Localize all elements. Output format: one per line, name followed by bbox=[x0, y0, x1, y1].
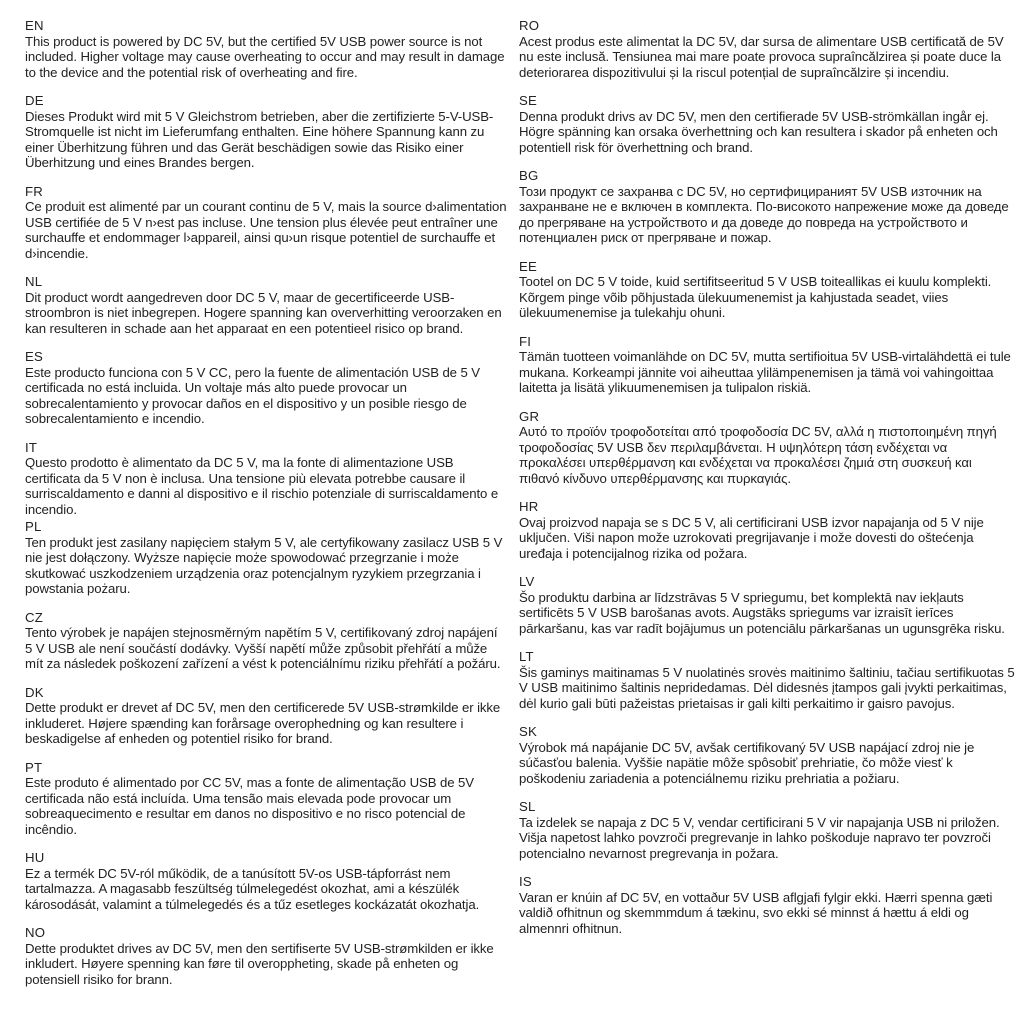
lang-text-is: Varan er knúin af DC 5V, en vottaður 5V USB aflgjafi fylgir ekki. Hærri spenna gæti valdið ofhitnun og skemmmdum á tækinu, svo ekki sé minnst á hættu á eldi og almennri ofhitnun. bbox=[519, 889, 993, 936]
lang-section-ro bbox=[519, 18, 1015, 80]
lang-text-hu: Ez a termék DC 5V-ról működik, de a tanúsított 5V-os USB-tápforrást nem tartalmazza. A magasabb feszültség túlmelegedést okozhat, ami a készülék károsodását, valamint a túlmelegedés és a tűz esetleges kockázatát okozhatja. bbox=[25, 865, 480, 912]
lang-text-ee: Tootel on DC 5 V toide, kuid sertifitseeritud 5 V USB toiteallikas ei kuulu komplekti. Kõrgem pinge võib põhjustada ülekuumenemist ja kahjustada seadet, viies ülekuumenemise ja tulekahju ohuni. bbox=[519, 274, 992, 320]
lang-section-se bbox=[519, 93, 1015, 155]
lang-text-it: Questo prodotto è alimentato da DC 5 V, ma la fonte di alimentazione USB certificata da 5 V non è inclusa. Una tensione più elevata potrebbe causare il surriscaldamento e danni al dispositivo e il rischio potenziale di surriscaldamento e incendio. bbox=[25, 455, 499, 517]
lang-text-dk: Dette produkt er drevet af DC 5V, men den certificerede 5V USB-strømkilde er ikke inkluderet. Højere spænding kan forårsage overophedning og kan resultere i beskadigelse af enheden og potentiel risiko for brand. bbox=[25, 700, 501, 746]
lang-code-hr: HR bbox=[519, 499, 539, 514]
lang-code-bg: BG bbox=[519, 168, 539, 183]
lang-text-sl: Ta izdelek se napaja z DC 5 V, vendar certificirani 5 V vir napajanja USB ni priložen. Višja napetost lahko povzroči pregrevanje in lahko poškoduje napravo ter povzroči potencialno nevarnost pregrevanja in požara. bbox=[519, 814, 1000, 861]
lang-text-pt: Este produto é alimentado por CC 5V, mas a fonte de alimentação USB de 5V certificada não está incluída. Uma tensão mais elevada pode provocar um sobreaquecimento e resultar em danos no dispositivo e no risco potencial de incêndio. bbox=[25, 775, 474, 837]
lang-code-en: EN bbox=[25, 18, 44, 33]
left-column bbox=[25, 18, 507, 1000]
lang-text-se: Denna produkt drivs av DC 5V, men den certifierade 5V USB-strömkällan ingår ej. Högre spänning kan orsaka överhettning och kan resultera i skador på enheten och potentiell risk för överhettning och brand. bbox=[519, 108, 998, 155]
lang-text-pl: Ten produkt jest zasilany napięciem stałym 5 V, ale certyfikowany zasilacz USB 5 V nie jest dołączony. Wyższe napięcie może spowodować przegrzanie i może skutkować uszkodzeniem urządzenia oraz potencjalnym ryzykiem przegrzania i powstania pożaru. bbox=[25, 534, 503, 596]
lang-text-es: Este producto funciona con 5 V CC, pero la fuente de alimentación USB de 5 V certificada no está incluida. Un voltaje más alto puede provocar un sobrecalentamiento y provocar daños en el dispositivo y un posible riesgo de sobrecalentamiento e incendio. bbox=[25, 364, 480, 426]
lang-section-fr bbox=[25, 184, 507, 262]
lang-section-pl bbox=[25, 519, 507, 597]
lang-section-lt bbox=[519, 649, 1015, 711]
lang-code-pt: PT bbox=[25, 759, 43, 775]
lang-code-fr: FR bbox=[25, 183, 43, 199]
lang-section-en bbox=[25, 18, 507, 80]
lang-code-sl: SL bbox=[519, 799, 536, 814]
lang-text-fi: Tämän tuotteen voimanlähde on DC 5V, mutta sertifioitua 5V USB-virtalähdettä ei tule mukana. Korkeampi jännite voi aiheuttaa ylilämpenemisen ja tämä voi vahingoittaa laitetta ja lisätä ylikuumenemisen ja tulipalon riskiä. bbox=[519, 349, 1011, 395]
lang-text-cz: Tento výrobek je napájen stejnosměrným napětím 5 V, certifikovaný zdroj napájení 5 V USB ale není součástí dodávky. Vyšší napětí může způsobit přehřátí a může mít za následek poškození zařízení a vést k potenciálnímu riziku přehřátí a požáru. bbox=[25, 625, 501, 671]
lang-section-bg bbox=[519, 168, 1015, 246]
lang-section-cz bbox=[25, 610, 507, 672]
lang-code-es: ES bbox=[25, 349, 43, 364]
lang-text-lv: Šo produktu darbina ar līdzstrāvas 5 V spriegumu, bet komplektā nav iekļauts sertificēts 5 V USB barošanas avots. Augstāks spriegums var izraisīt ierīces pārkaršanu, kas var radīt bojājumus un potenciālu pārkaršanas un ugunsgrēka risku. bbox=[519, 589, 1005, 636]
lang-section-fi bbox=[519, 334, 1015, 396]
lang-code-sk: SK bbox=[519, 724, 537, 739]
lang-code-no: NO bbox=[25, 925, 46, 940]
lang-section-gr bbox=[519, 409, 1015, 487]
lang-code-lt: LT bbox=[519, 649, 534, 664]
lang-code-dk: DK bbox=[25, 684, 44, 700]
lang-text-gr: Αυτό το προϊόν τροφοδοτείται από τροφοδοσία DC 5V, αλλά η πιστοποιημένη πηγή τροφοδοσίας 5V USB δεν περιλαμβάνεται. Η υψηλότερη τάση ενδέχεται να προκαλέσει υπερθέρμανση και ενδέχεται να προκαλέσει ζημιά στη συσκευή και πιθανό κίνδυνο υπερθέρμανσης και πυρκαγιάς. bbox=[519, 424, 997, 486]
lang-text-fr: Ce produit est alimenté par un courant continu de 5 V, mais la source d›alimentation USB certifiée de 5 V n›est pas incluse. Une tension plus élevée peut entraîner une surchauffe et endommager l›appareil, ainsi qu›un risque potentiel de surchauffe et d›incendie. bbox=[25, 199, 507, 261]
right-column bbox=[519, 18, 1015, 1000]
lang-section-nl bbox=[25, 274, 507, 336]
lang-section-is bbox=[519, 874, 1015, 936]
lang-text-nl: Dit product wordt aangedreven door DC 5 V, maar de gecertificeerde USB-stroombron is niet inbegrepen. Hogere spanning kan oververhitting veroorzaken en kan resulteren in schade aan het apparaat en een potentieel risico op brand. bbox=[25, 289, 502, 336]
lang-text-hr: Ovaj proizvod napaja se s DC 5 V, ali certificirani USB izvor napajanja od 5 V nije uključen. Viši napon može uzrokovati pregrijavanje i može dovesti do oštećenja uređaja i potencijalnog rizika od požara. bbox=[519, 514, 984, 561]
lang-code-nl: NL bbox=[25, 274, 43, 289]
lang-text-lt: Šis gaminys maitinamas 5 V nuolatinės srovės maitinimo šaltiniu, tačiau sertifikuotas 5 V USB maitinimo šaltinis nepridedamas. Dėl didesnės įtampos gali įvykti perkaitimas, dėl kurio gali būti pažeistas prietaisas ir gali kilti perkaitimo ir gaisro pavojus. bbox=[519, 664, 1015, 711]
lang-section-hr bbox=[519, 499, 1015, 561]
lang-text-no: Dette produktet drives av DC 5V, men den sertifiserte 5V USB-strømkilden er ikke inkludert. Høyere spenning kan føre til overoppheting, skade på enheten og potensiell risiko for brann. bbox=[25, 940, 494, 987]
lang-code-lv: LV bbox=[519, 574, 535, 589]
lang-code-ro: RO bbox=[519, 18, 540, 33]
lang-section-sk bbox=[519, 724, 1015, 786]
lang-code-it: IT bbox=[25, 439, 38, 455]
lang-code-gr: GR bbox=[519, 408, 540, 424]
lang-code-fi: FI bbox=[519, 333, 532, 349]
lang-section-it bbox=[25, 440, 507, 518]
lang-text-sk: Výrobok má napájanie DC 5V, avšak certifikovaný 5V USB napájací zdroj nie je súčasťou balenia. Vyššie napätie môže spôsobiť prehriatie, čo môže viesť k poškodeniu zariadenia a potenciálnemu riziku prehriatia a požiaru. bbox=[519, 739, 975, 786]
lang-code-de: DE bbox=[25, 93, 44, 108]
lang-section-de bbox=[25, 93, 507, 171]
lang-section-es bbox=[25, 349, 507, 427]
lang-code-ee: EE bbox=[519, 258, 537, 274]
lang-text-bg: Този продукт се захранва с DC 5V, но сертифицираният 5V USB източник на захранване не е включен в комплекта. По-високото напрежение може да доведе до прегряване на устройството и да доведе до повреда на устройството и потенциален риск от прегряване и пожар. bbox=[519, 183, 1009, 245]
lang-text-ro: Acest produs este alimentat la DC 5V, dar sursa de alimentare USB certificată de 5V nu este inclusă. Tensiunea mai mare poate provoca supraîncălzirea și poate duce la deteriorarea dispozitivului și la riscul potențial de supraîncălzire și incendiu. bbox=[519, 33, 1004, 80]
lang-section-no bbox=[25, 925, 507, 987]
lang-section-pt bbox=[25, 760, 507, 838]
lang-code-cz: CZ bbox=[25, 609, 43, 625]
lang-text-de: Dieses Produkt wird mit 5 V Gleichstrom betrieben, aber die zertifizierte 5-V-USB-Stromquelle ist nicht im Lieferumfang enthalten. Eine höhere Spannung kann zu einer Überhitzung führen und das Gerät beschädigen sowie das Risiko einer Überhitzung und eines Brandes bergen. bbox=[25, 108, 494, 170]
lang-section-ee bbox=[519, 259, 1015, 321]
lang-section-lv bbox=[519, 574, 1015, 636]
lang-section-dk bbox=[25, 685, 507, 747]
lang-code-se: SE bbox=[519, 93, 537, 108]
lang-code-hu: HU bbox=[25, 850, 45, 865]
lang-code-pl: PL bbox=[25, 519, 42, 534]
lang-section-hu bbox=[25, 850, 507, 912]
lang-text-en: This product is powered by DC 5V, but the certified 5V USB power source is not included. Higher voltage may cause overheating to occur and may result in damage to the device and the potential risk of overheating and fire. bbox=[25, 33, 505, 80]
lang-section-sl bbox=[519, 799, 1015, 861]
lang-code-is: IS bbox=[519, 874, 532, 889]
